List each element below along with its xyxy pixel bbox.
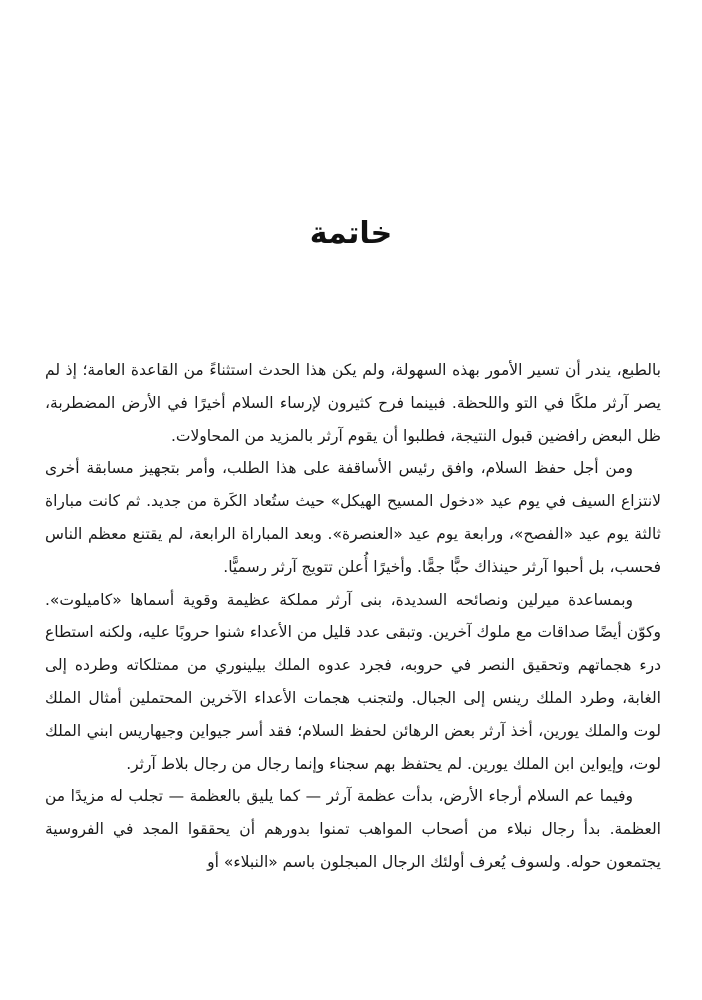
paragraph-2: ومن أجل حفظ السلام، وافق رئيس الأساقفة على هذا الطلب، وأمر بتجهيز مسابقة أخرى لانتزاع السيف في يوم عيد «دخول المسيح الهيكل» حيث ستُعاد الكَرة من جديد. ثم كانت مباراة ثالثة يوم عيد «الفصح»، ورابعة يوم عيد «العنصرة». وبعد المباراة الرابعة، لم يقتنع معظم الناس فحسب، بل أحبوا آرثر حينذاك حبًّا جمًّا. وأخيرًا أُعلن تتويج آرثر رسميًّا.	[45, 459, 661, 576]
paragraph-3: وبمساعدة ميرلين ونصائحه السديدة، بنى آرثر مملكة عظيمة وقوية أسماها «كاميلوت». وكوّن أيضًا صداقات مع ملوك آخرين. وتبقى عدد قليل من الأعداء شنوا حروبًا عليه، ولكنه استطاع درء هجماتهم وتحقيق النصر في حروبه، فجرد عدوه الملك بيلينوري من ممتلكاته وطرده إلى الغابة، وطرد الملك رينس إلى الجبال. ولتجنب هجمات الأعداء الآخرين المحتملين أمثال الملك لوت والملك يورين، أخذ آرثر بعض الرهائن لحفظ السلام؛ فقد أسر جيواين وجيهاريس ابني الملك لوت، وإيواين ابن الملك يورين. لم يحتفظ بهم سجناء وإنما رجال من رجال بلاط آرثر.	[45, 590, 661, 773]
paragraph-4: وفيما عم السلام أرجاء الأرض، بدأت عظمة آرثر — كما يليق بالعظمة — تجلب له مزيدًا من العظمة. بدأ رجال نبلاء من أصحاب المواهب تمنوا بدورهم أن يحققوا المجد في الفروسية يجتمعون حوله. ولسوف يُعرف أولئك الرجال المبجلون باسم «النبلاء» أو	[45, 787, 661, 871]
paragraph-1: بالطبع، يندر أن تسير الأمور بهذه السهولة، ولم يكن هذا الحدث استثناءً من القاعدة العامة؛ إذ لم يصر آرثر ملكًا في التو واللحظة. فبينما فرح كثيرون لإرساء السلام أخيرًا في الأرض المضطربة، ظل البعض رافضين قبول النتيجة، فطلبوا أن يقوم آرثر بالمزيد من المحاولات.	[45, 361, 661, 445]
chapter-title: خاتمة	[309, 216, 393, 251]
chapter-body	[45, 354, 661, 879]
